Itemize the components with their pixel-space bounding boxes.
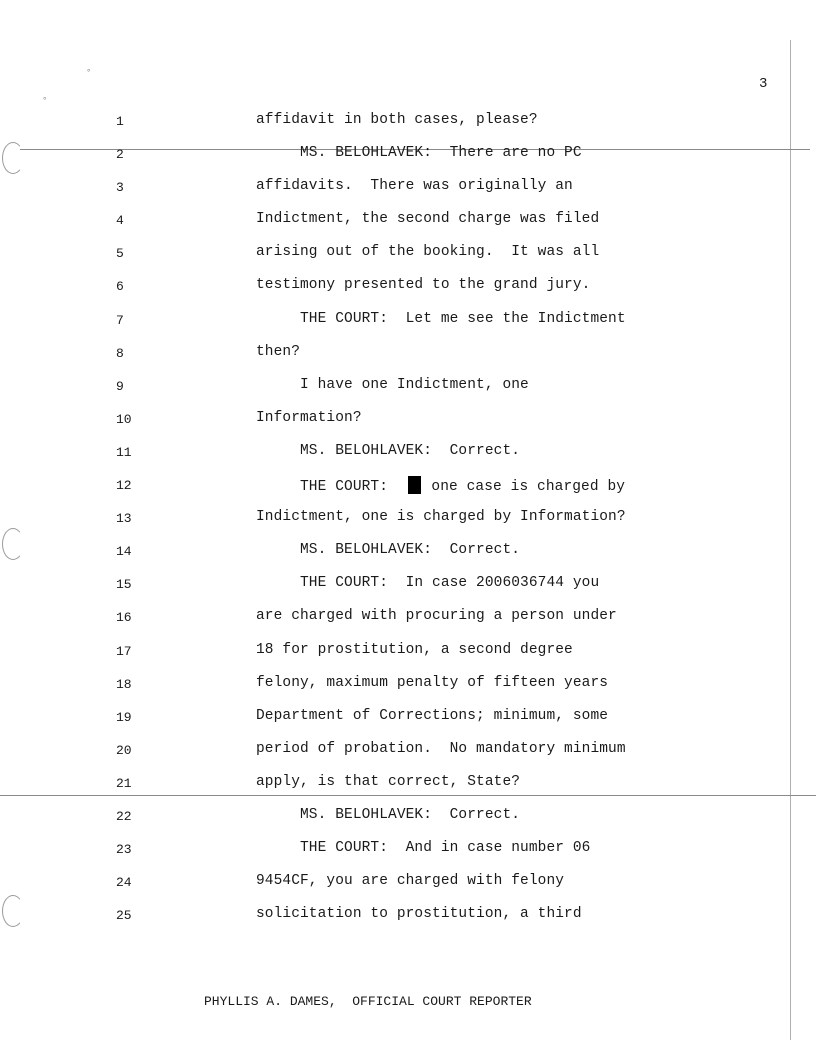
transcript-lines [0, 106, 790, 933]
transcript-line [0, 503, 790, 536]
transcript-line [0, 470, 790, 503]
line-text: Department of Corrections; minimum, some [256, 707, 609, 724]
line-text: 9454CF, you are charged with felony [256, 873, 565, 890]
transcript-line [0, 205, 790, 238]
transcript-line [0, 271, 790, 304]
line-text: arising out of the booking. It was all [256, 244, 600, 261]
transcript-line [0, 768, 790, 801]
transcript-line [0, 238, 790, 271]
transcript-line [0, 371, 790, 404]
line-number: 21 [116, 775, 132, 791]
transcript-line [0, 305, 790, 338]
line-text: testimony presented to the grand jury. [256, 277, 591, 294]
line-number: 22 [116, 808, 132, 824]
line-number: 19 [116, 709, 132, 725]
page-number: 3 [759, 76, 768, 92]
line-text: MS. BELOHLAVEK: There are no PC [256, 145, 582, 162]
transcript-line [0, 106, 790, 139]
line-text-before-redaction: THE COURT: [256, 479, 406, 496]
transcript-line [0, 669, 790, 702]
line-text: Information? [256, 409, 362, 426]
line-number: 7 [116, 312, 124, 328]
line-text: I have one Indictment, one [256, 376, 529, 393]
line-text: felony, maximum penalty of fifteen years [256, 674, 609, 691]
line-number: 14 [116, 544, 132, 560]
line-text [256, 476, 625, 495]
line-text: apply, is that correct, State? [256, 773, 521, 790]
line-number: 5 [116, 246, 124, 262]
line-number: 2 [116, 147, 124, 163]
transcript-line [0, 801, 790, 834]
line-number: 23 [116, 842, 132, 858]
line-text: are charged with procuring a person under [256, 608, 617, 625]
line-number: 18 [116, 676, 132, 692]
line-number: 10 [116, 411, 132, 427]
line-text-after-redaction: one case is charged by [422, 479, 626, 496]
line-text: affidavits. There was originally an [256, 178, 573, 195]
right-margin-rule [790, 40, 791, 1040]
line-text: THE COURT: Let me see the Indictment [256, 310, 626, 327]
line-number: 3 [116, 180, 124, 196]
transcript-line [0, 536, 790, 569]
line-text: solicitation to prostitution, a third [256, 906, 582, 923]
line-text: period of probation. No mandatory minimum [256, 740, 626, 757]
line-text: Indictment, the second charge was filed [256, 211, 600, 228]
line-number: 12 [116, 478, 132, 494]
transcript-line [0, 834, 790, 867]
line-number: 24 [116, 875, 132, 891]
line-text: MS. BELOHLAVEK: Correct. [256, 806, 521, 823]
transcript-line [0, 702, 790, 735]
transcript-line [0, 437, 790, 470]
line-number: 4 [116, 213, 124, 229]
line-text: 18 for prostitution, a second degree [256, 641, 573, 658]
scan-speck: ° [86, 68, 92, 78]
line-number: 15 [116, 577, 132, 593]
line-text: THE COURT: In case 2006036744 you [256, 575, 600, 592]
transcript-line [0, 900, 790, 933]
line-number: 17 [116, 643, 132, 659]
line-number: 1 [116, 114, 124, 129]
transcript-line [0, 867, 790, 900]
line-number: 9 [116, 378, 124, 394]
redaction-block [408, 476, 421, 494]
line-number: 25 [116, 908, 132, 924]
line-text: THE COURT: And in case number 06 [256, 840, 591, 857]
line-text: then? [256, 343, 301, 360]
line-number: 20 [116, 742, 132, 758]
line-number: 6 [116, 279, 124, 295]
line-number: 13 [116, 511, 132, 527]
line-text: Indictment, one is charged by Information? [256, 509, 626, 526]
transcript-line [0, 602, 790, 635]
line-text: MS. BELOHLAVEK: Correct. [256, 442, 521, 459]
court-reporter-footer: PHYLLIS A. DAMES, OFFICIAL COURT REPORTER [204, 994, 532, 1009]
transcript-line [0, 338, 790, 371]
transcript-line [0, 172, 790, 205]
transcript-line [0, 139, 790, 172]
line-number: 11 [116, 444, 132, 460]
line-text: MS. BELOHLAVEK: Correct. [256, 542, 521, 559]
line-text: affidavit in both cases, please? [256, 112, 538, 128]
transcript-line [0, 569, 790, 602]
line-number: 8 [116, 345, 124, 361]
line-number: 16 [116, 610, 132, 626]
transcript-line [0, 404, 790, 437]
transcript-line [0, 636, 790, 669]
transcript-line [0, 735, 790, 768]
scan-speck: ° [42, 96, 48, 106]
